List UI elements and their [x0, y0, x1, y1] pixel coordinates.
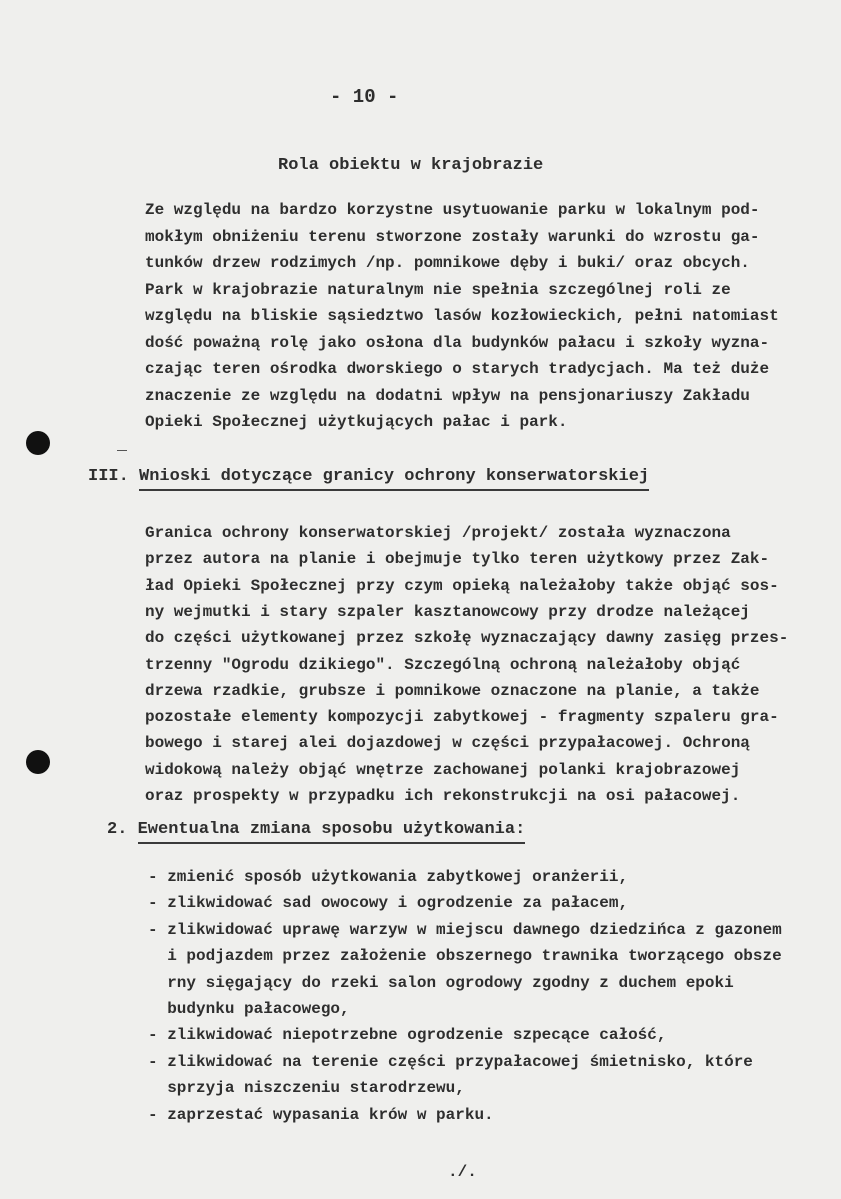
paragraph-line: czając teren ośrodka dworskiego o starych tradycjach. Ma też duże	[145, 360, 770, 378]
paragraph-line: Park w krajobrazie naturalnym nie spełnia szczególnej roli ze	[145, 280, 731, 299]
section-2-heading-text: Ewentualna zmiana sposobu użytkowania:	[138, 820, 526, 844]
paragraph-line: bowego i starej alei dojazdowej w części przypałacowej. Ochroną	[145, 734, 750, 753]
paragraph-line: względu na bliskie sąsiedztwo lasów kozłowieckich, pełni natomiast	[145, 307, 779, 325]
paragraph-line: tunków drzew rodzimych /np. pomnikowe dęby i buki/ oraz obcych.	[145, 254, 750, 272]
paragraph-line: przez autora na planie i obejmuje tylko teren użytkowy przez Zak-	[145, 550, 770, 569]
paragraph-line: pozostałe elementy kompozycji zabytkowej - fragmenty szpaleru gra-	[145, 708, 779, 727]
paragraph-line: ny wejmutki i stary szpaler kasztanowcowy przy drodze należącej	[145, 602, 750, 621]
continuation-mark: ./.	[448, 1163, 477, 1181]
list-line: - zaprzestać wypasania krów w parku.	[148, 1105, 494, 1124]
section-3-heading-text: Wnioski dotyczące granicy ochrony konserwatorskiej	[139, 467, 649, 491]
list-line: - zlikwidować sad owocowy i ogrodzenie za pałacem,	[148, 894, 629, 913]
page-number: - 10 -	[330, 86, 399, 108]
list-line: i podjazdem przez założenie obszernego trawnika tworzącego obsze	[148, 947, 782, 966]
section-3-heading	[88, 467, 649, 486]
paragraph-line: drzewa rzadkie, grubsze i pomnikowe oznaczone na planie, a także	[145, 681, 760, 700]
list-line: - zlikwidować uprawę warzyw w miejscu dawnego dziedzińca z gazonem	[148, 920, 782, 939]
section-2-heading	[107, 820, 525, 839]
section-title: Rola obiektu w krajobrazie	[278, 156, 544, 175]
margin-mark	[117, 450, 127, 451]
punch-hole-top	[26, 431, 50, 455]
list-line: - zlikwidować na terenie części przypałacowej śmietnisko, które	[148, 1052, 753, 1071]
paragraph-line: Ze względu na bardzo korzystne usytuowanie parku w lokalnym pod-	[145, 201, 760, 219]
paragraph-line: ład Opieki Społecznej przy czym opieką należałoby także objąć sos-	[145, 576, 779, 595]
section-2-number: 2.	[107, 820, 128, 839]
paragraph-line: trzenny "Ogrodu dzikiego". Szczególną ochroną należałoby objąć	[145, 655, 741, 674]
list-line: sprzyja niszczeniu starodrzewu,	[148, 1079, 465, 1098]
paragraph-line: mokłym obniżeniu terenu stworzone zostały warunki do wzrostu ga-	[145, 227, 760, 246]
list-line: rny sięgający do rzeki salon ogrodowy zgodny z duchem epoki	[148, 973, 734, 992]
list-line: budynku pałacowego,	[148, 1000, 350, 1018]
paragraph-line: dość poważną rolę jako osłona dla budynków pałacu i szkoły wyzna-	[145, 333, 770, 352]
punch-hole-bottom	[26, 750, 50, 774]
paragraph-line: znaczenie ze względu na dodatni wpływ na pensjonariuszy Zakładu	[145, 386, 750, 405]
paragraph-line: Opieki Społecznej użytkujących pałac i park.	[145, 413, 568, 431]
section-3-number: III.	[88, 467, 129, 486]
list-line: - zlikwidować niepotrzebne ogrodzenie szpecące całość,	[148, 1026, 667, 1045]
paragraph-line: do części użytkowanej przez szkołę wyznaczający dawny zasięg przes-	[145, 629, 789, 648]
paragraph-line: oraz prospekty w przypadku ich rekonstrukcji na osi pałacowej.	[145, 787, 741, 805]
paragraph-line: widokową należy objąć wnętrze zachowanej polanki krajobrazowej	[145, 760, 741, 779]
paragraph-line: Granica ochrony konserwatorskiej /projekt/ została wyznaczona	[145, 524, 731, 542]
list-line: - zmienić sposób użytkowania zabytkowej oranżerii,	[148, 868, 629, 886]
